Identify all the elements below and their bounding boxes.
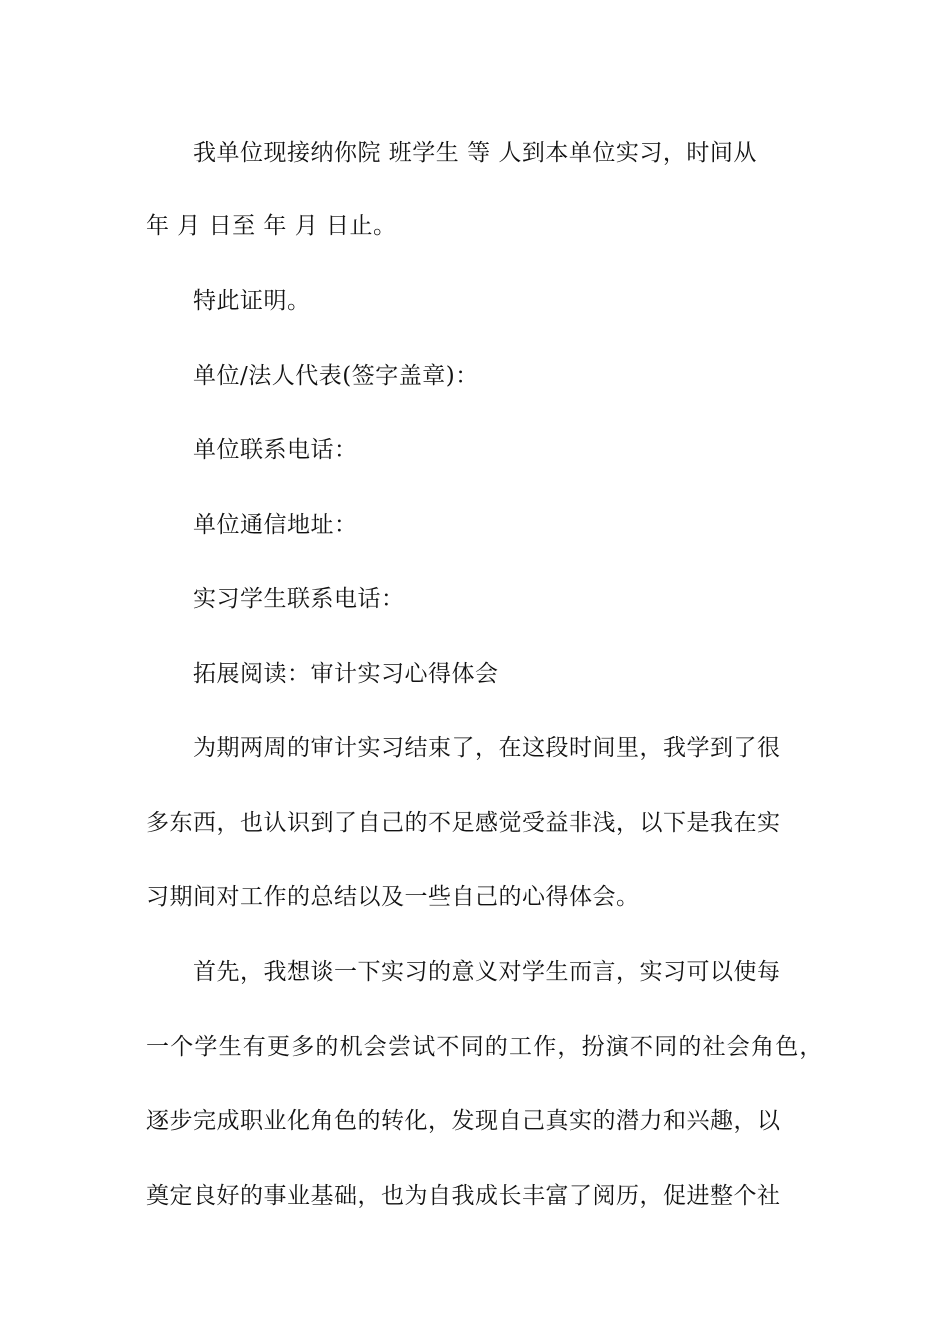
paragraph-line-9: 为期两周的审计实习结束了，在这段时间里，我学到了很 <box>193 735 781 761</box>
paragraph-line-14: 逐步完成职业化角色的转化，发现自己真实的潜力和兴趣，以 <box>146 1108 781 1134</box>
paragraph-line-2: 年 月 日至 年 月 日止。 <box>146 213 397 239</box>
student-phone-label: 实习学生联系电话： <box>193 586 405 612</box>
paragraph-line-1: 我单位现接纳你院 班学生 等 人到本单位实习，时间从 <box>193 140 757 166</box>
unit-phone-label: 单位联系电话： <box>193 437 358 463</box>
paragraph-line-15: 奠定良好的事业基础，也为自我成长丰富了阅历，促进整个社 <box>146 1183 781 1209</box>
extended-reading-heading: 拓展阅读：审计实习心得体会 <box>193 661 499 687</box>
unit-address-label: 单位通信地址： <box>193 512 358 538</box>
paragraph-line-10: 多东西，也认识到了自己的不足感觉受益非浅，以下是我在实 <box>146 810 781 836</box>
signature-field-label: 单位/法人代表(签字盖章)： <box>193 363 479 389</box>
paragraph-line-11: 习期间对工作的总结以及一些自己的心得体会。 <box>146 884 640 910</box>
paragraph-line-12: 首先，我想谈一下实习的意义对学生而言，实习可以使每 <box>193 959 781 985</box>
certification-statement: 特此证明。 <box>193 288 311 314</box>
paragraph-line-13: 一个学生有更多的机会尝试不同的工作，扮演不同的社会角色， <box>146 1034 824 1060</box>
